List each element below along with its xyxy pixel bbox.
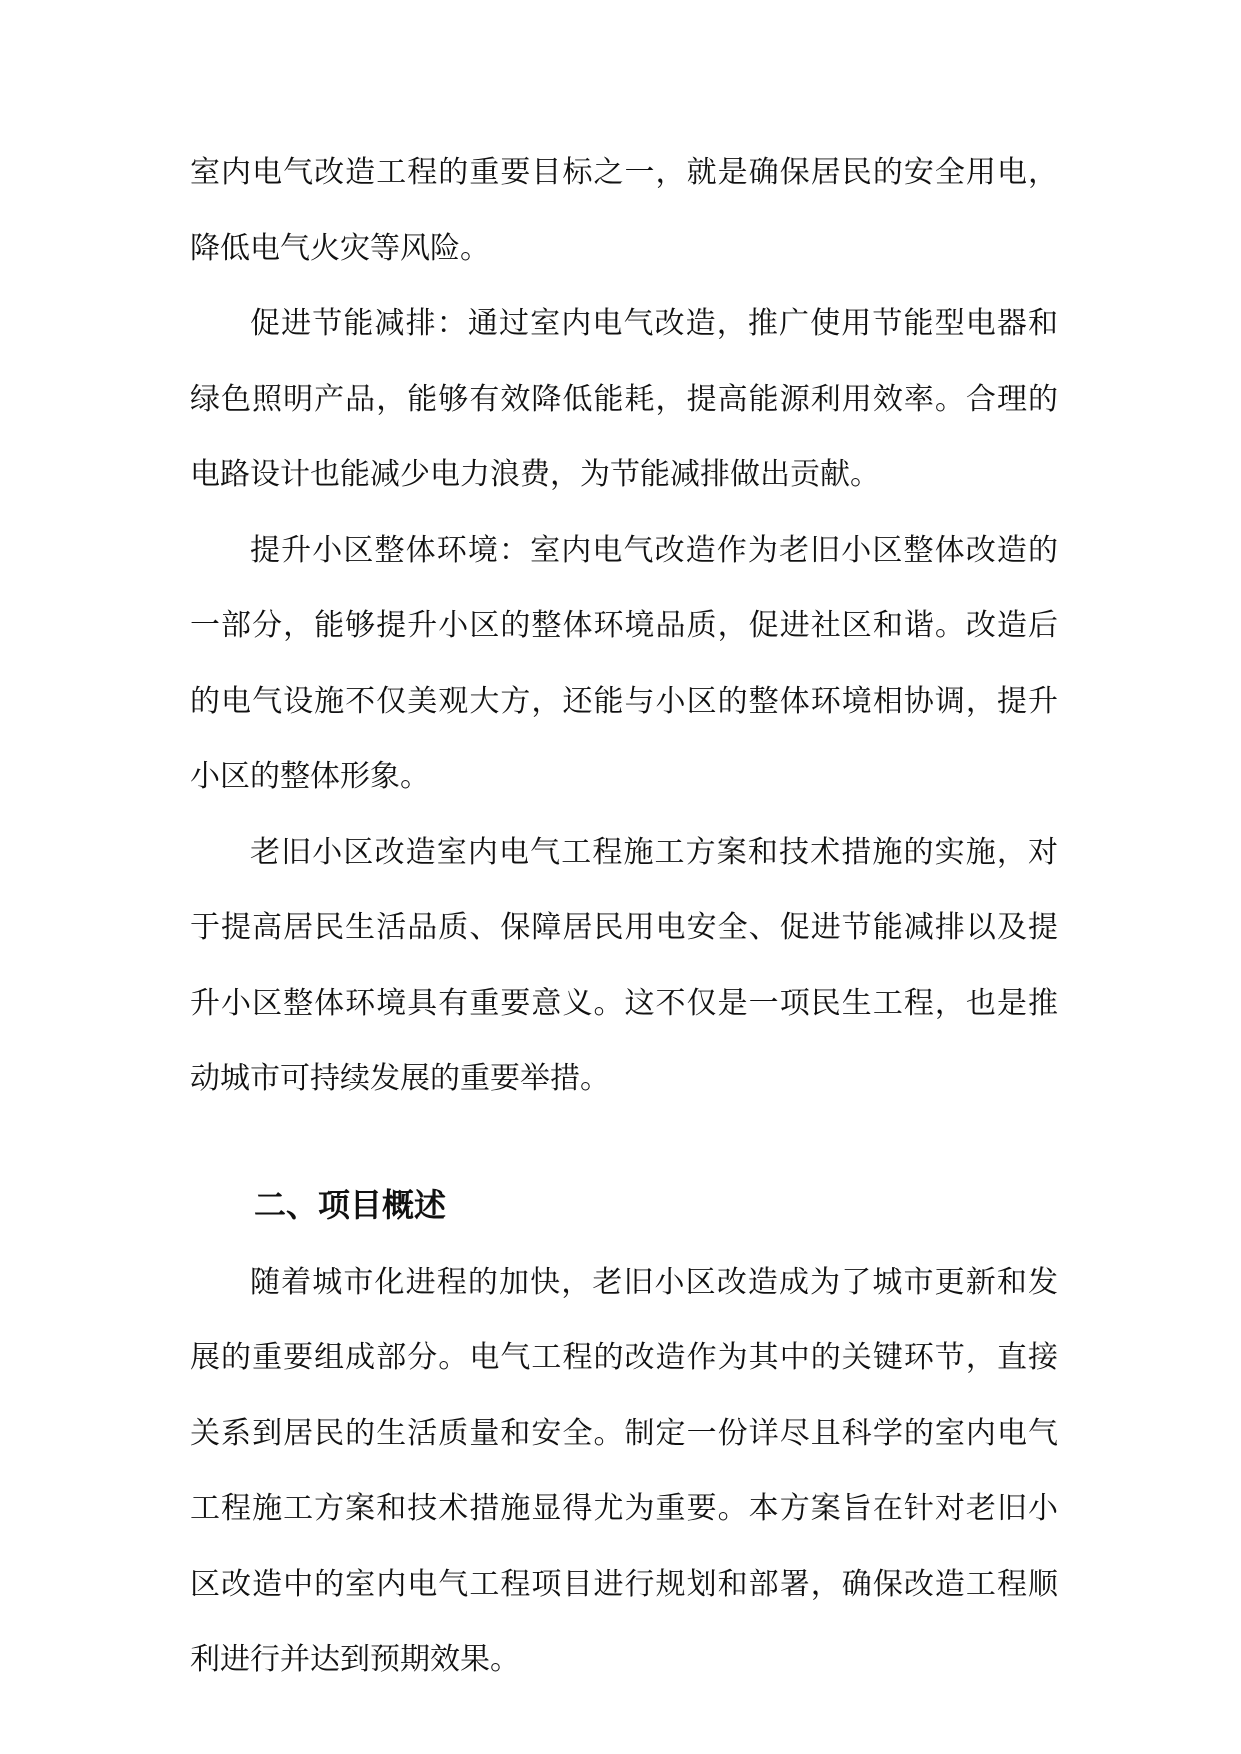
document-body [190, 135, 1058, 1698]
paragraph-energy-saving: 促进节能减排：通过室内电气改造，推广使用节能型电器和绿色照明产品，能够有效降低能耗，提高能源利用效率。合理的电路设计也能减少电力浪费，为节能减排做出贡献。 [190, 306, 1058, 492]
paragraph-community-environment: 提升小区整体环境：室内电气改造作为老旧小区整体改造的一部分，能够提升小区的整体环境品质，促进社区和谐。改造后的电气设施不仅美观大方，还能与小区的整体环境相协调，提升小区的整体形象。 [190, 532, 1058, 794]
paragraph-project-overview: 随着城市化进程的加快，老旧小区改造成为了城市更新和发展的重要组成部分。电气工程的改造作为其中的关键环节，直接关系到居民的生活质量和安全。制定一份详尽且科学的室内电气工程施工方案和技术措施显得尤为重要。本方案旨在针对老旧小区改造中的室内电气工程项目进行规划和部署，确保改造工程顺利进行并达到预期效果。 [190, 1264, 1058, 1677]
paragraph-significance: 老旧小区改造室内电气工程施工方案和技术措施的实施，对于提高居民生活品质、保障居民用电安全、促进节能减排以及提升小区整体环境具有重要意义。这不仅是一项民生工程，也是推动城市可持续发展的重要举措。 [190, 834, 1058, 1096]
section-heading-project-overview: 二、项目概述 [254, 1185, 447, 1224]
paragraph-safety-continued: 室内电气改造工程的重要目标之一，就是确保居民的安全用电，降低电气火灾等风险。 [190, 155, 1058, 266]
